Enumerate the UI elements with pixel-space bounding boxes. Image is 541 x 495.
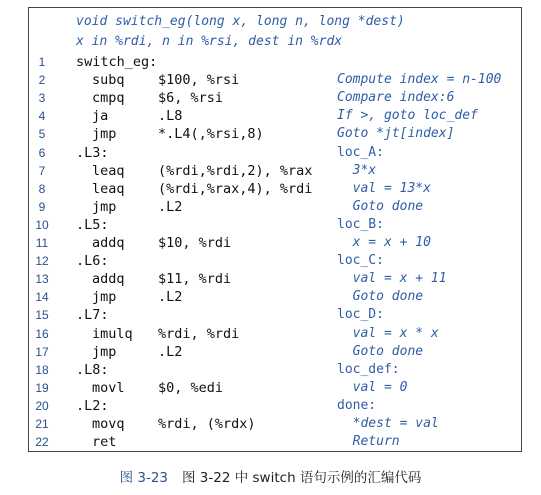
code-comment: Goto done bbox=[337, 289, 424, 305]
code-line bbox=[0, 198, 541, 216]
code-line bbox=[0, 144, 541, 162]
line-number: 15 bbox=[35, 308, 49, 323]
instruction-operands: %rdi, (%rdx) bbox=[158, 416, 256, 432]
code-line bbox=[0, 107, 541, 125]
line-number: 10 bbox=[35, 217, 49, 232]
instruction-opcode: imulq bbox=[92, 325, 133, 342]
code-label: .L3: bbox=[76, 144, 109, 161]
code-comment: loc_C: bbox=[337, 253, 384, 269]
code-label: switch_eg: bbox=[76, 54, 158, 70]
code-comment: val = 0 bbox=[337, 379, 408, 395]
line-number: 1 bbox=[38, 55, 46, 69]
instruction-operands: .L2 bbox=[158, 198, 183, 215]
code-line bbox=[0, 361, 541, 379]
instruction-operands: .L8 bbox=[158, 108, 183, 125]
instruction-operands: %rdi, %rdi bbox=[158, 325, 240, 342]
line-number: 22 bbox=[35, 435, 49, 450]
figure-caption bbox=[0, 466, 541, 486]
line-number: 4 bbox=[38, 109, 46, 124]
line-number: 11 bbox=[35, 236, 49, 250]
instruction-opcode: movq bbox=[92, 416, 125, 432]
code-comment: loc_def: bbox=[337, 361, 400, 377]
register-mapping: x in %rdi, n in %rsi, dest in %rdx bbox=[76, 34, 343, 49]
instruction-opcode: ja bbox=[92, 108, 109, 125]
line-number: 6 bbox=[38, 145, 46, 160]
instruction-opcode: leaq bbox=[92, 162, 125, 179]
code-comment: x = x + 10 bbox=[337, 235, 431, 250]
code-label: .L2: bbox=[76, 397, 109, 414]
line-number: 13 bbox=[35, 272, 49, 287]
instruction-operands: .L2 bbox=[158, 289, 183, 306]
code-comment: If >, goto loc_def bbox=[337, 108, 478, 124]
instruction-operands: $11, %rdi bbox=[158, 271, 232, 288]
line-number: 8 bbox=[38, 181, 46, 196]
line-number: 3 bbox=[38, 91, 46, 106]
code-label: .L6: bbox=[76, 253, 109, 270]
code-line bbox=[0, 343, 541, 361]
instruction-operands: $100, %rsi bbox=[158, 72, 240, 89]
instruction-opcode: ret bbox=[92, 434, 117, 451]
instruction-opcode: jmp bbox=[92, 198, 117, 215]
code-line bbox=[0, 379, 541, 397]
line-number: 14 bbox=[35, 290, 49, 305]
instruction-opcode: jmp bbox=[92, 343, 117, 360]
code-comment: Compare index:6 bbox=[337, 90, 455, 106]
line-number: 12 bbox=[35, 254, 49, 269]
line-number: 21 bbox=[35, 417, 49, 431]
line-number: 16 bbox=[35, 326, 49, 341]
code-line bbox=[0, 288, 541, 306]
code-comment: Return bbox=[337, 434, 400, 450]
code-comment: loc_B: bbox=[337, 216, 384, 232]
instruction-opcode: jmp bbox=[92, 126, 117, 143]
instruction-operands: (%rdi,%rdi,2), %rax bbox=[158, 162, 313, 179]
code-comment: val = 13*x bbox=[337, 180, 431, 196]
instruction-opcode: subq bbox=[92, 72, 125, 89]
code-line bbox=[0, 270, 541, 288]
line-number: 2 bbox=[38, 73, 46, 88]
code-comment: val = x + 11 bbox=[337, 271, 447, 287]
line-number: 9 bbox=[38, 199, 46, 214]
code-line bbox=[0, 162, 541, 180]
instruction-operands: $6, %rsi bbox=[158, 90, 224, 107]
code-line bbox=[0, 234, 541, 252]
figure-number: 图 3-23 bbox=[119, 470, 169, 486]
code-comment: Goto done bbox=[337, 198, 424, 214]
line-number: 17 bbox=[35, 344, 49, 359]
code-line bbox=[0, 53, 541, 71]
code-line bbox=[0, 325, 541, 343]
code-label: .L8: bbox=[76, 361, 109, 378]
code-line bbox=[0, 89, 541, 107]
function-signature: void switch_eg(long x, long n, long *dest) bbox=[76, 14, 405, 29]
code-comment: *dest = val bbox=[337, 416, 439, 431]
caption-text: 图 3-22 中 switch 语句示例的汇编代码 bbox=[182, 470, 422, 486]
code-line bbox=[0, 433, 541, 451]
code-line bbox=[0, 397, 541, 415]
instruction-opcode: addq bbox=[92, 271, 125, 288]
instruction-opcode: addq bbox=[92, 235, 125, 251]
code-line bbox=[0, 71, 541, 89]
code-label: .L5: bbox=[76, 216, 109, 233]
line-number: 5 bbox=[38, 127, 46, 142]
code-comment: Goto done bbox=[337, 343, 424, 359]
code-line bbox=[0, 216, 541, 234]
code-comment: val = x * x bbox=[337, 325, 439, 341]
code-comment: Compute index = n-100 bbox=[337, 72, 502, 88]
line-number: 7 bbox=[38, 163, 46, 178]
instruction-opcode: leaq bbox=[92, 180, 125, 197]
instruction-operands: .L2 bbox=[158, 343, 183, 360]
instruction-operands: $0, %edi bbox=[158, 379, 224, 396]
code-line bbox=[0, 415, 541, 433]
code-line bbox=[0, 180, 541, 198]
code-comment: done: bbox=[337, 397, 377, 413]
instruction-opcode: cmpq bbox=[92, 90, 125, 107]
instruction-opcode: jmp bbox=[92, 289, 117, 306]
instruction-operands: (%rdi,%rax,4), %rdi bbox=[158, 180, 313, 197]
line-number: 18 bbox=[35, 362, 49, 377]
instruction-operands: *.L4(,%rsi,8) bbox=[158, 126, 264, 143]
line-number: 19 bbox=[35, 380, 49, 395]
instruction-operands: $10, %rdi bbox=[158, 235, 232, 251]
code-line bbox=[0, 306, 541, 324]
code-line bbox=[0, 252, 541, 270]
instruction-opcode: movl bbox=[92, 379, 125, 396]
code-label: .L7: bbox=[76, 307, 109, 324]
code-comment: loc_A: bbox=[337, 144, 384, 160]
code-line bbox=[0, 125, 541, 143]
code-comment: loc_D: bbox=[337, 307, 384, 323]
code-comment: 3*x bbox=[337, 162, 377, 178]
code-comment: Goto *jt[index] bbox=[337, 126, 455, 142]
line-number: 20 bbox=[35, 398, 49, 413]
